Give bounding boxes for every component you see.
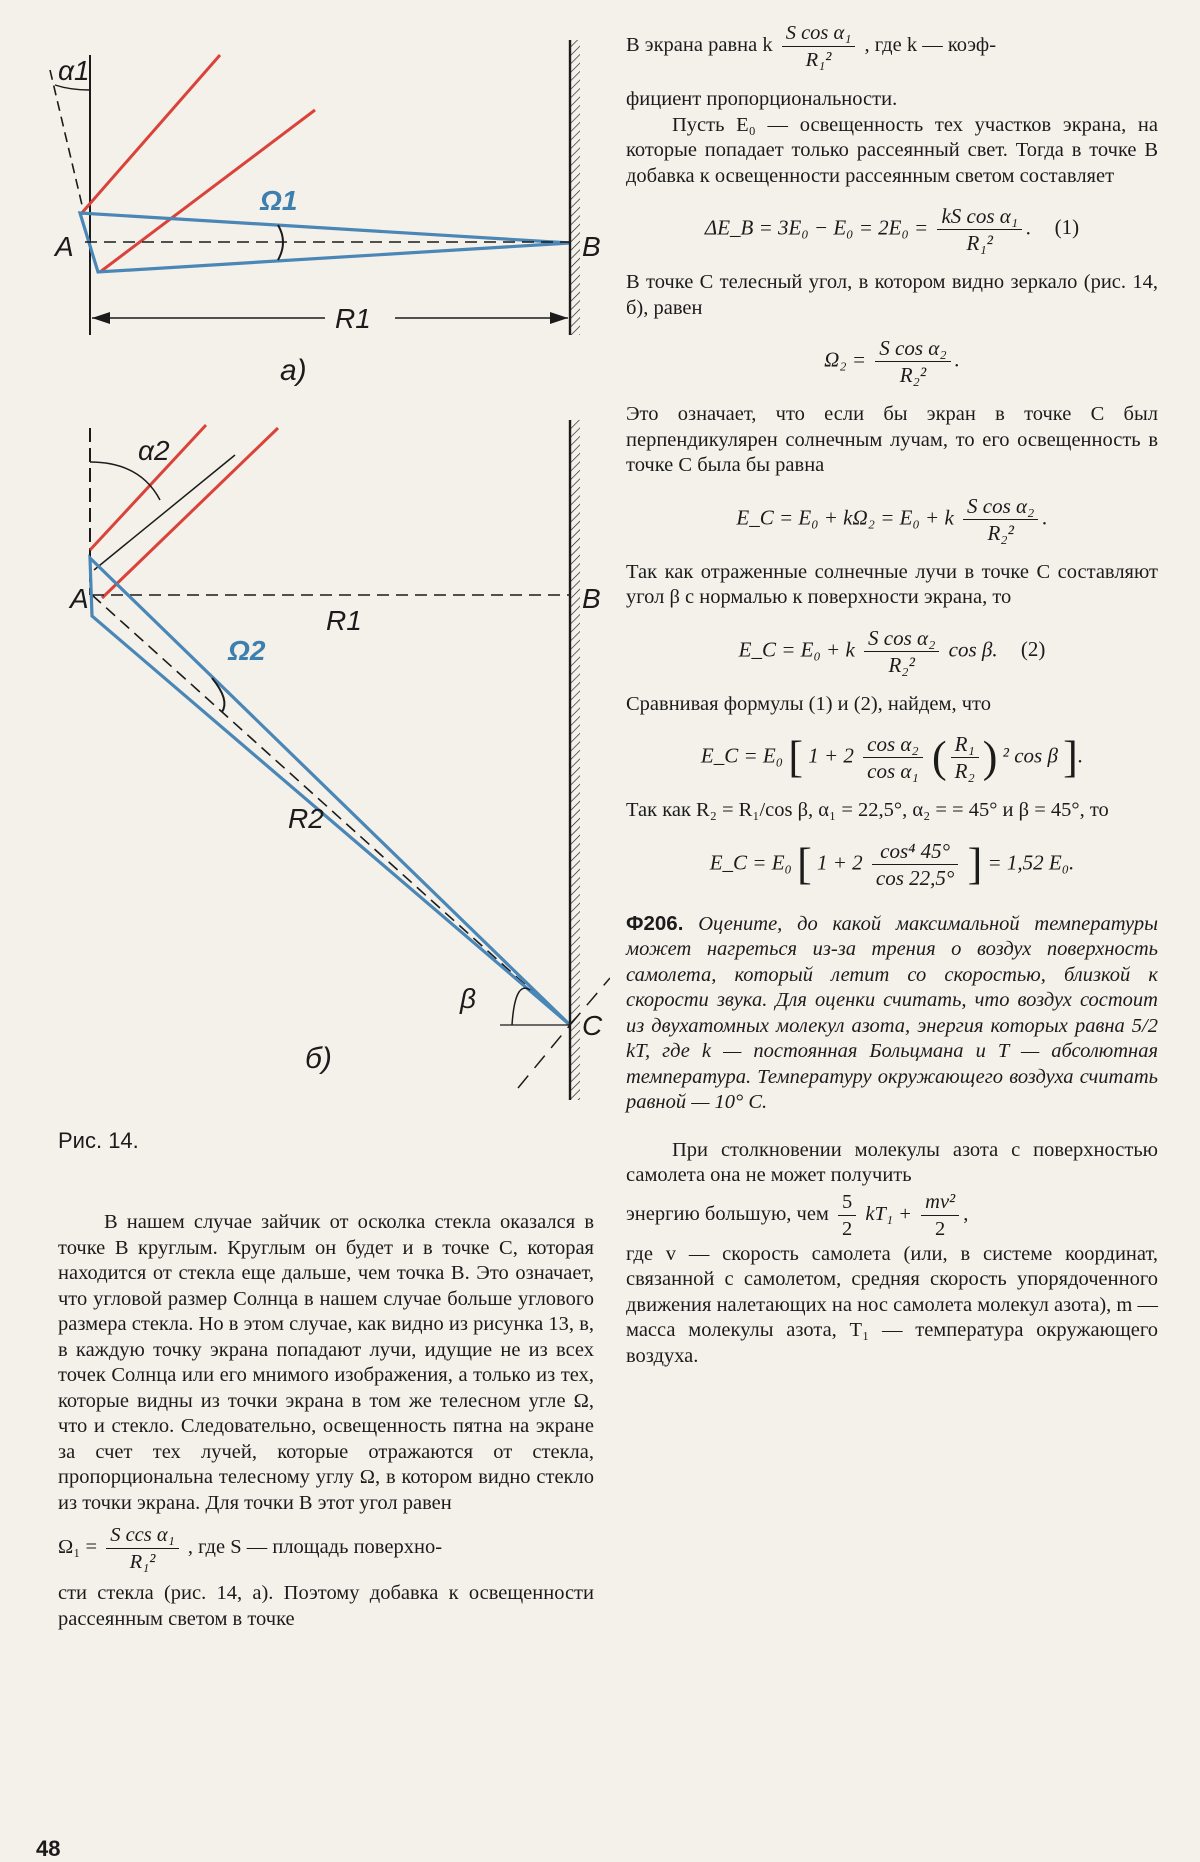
figure-14 xyxy=(30,10,610,1120)
fig-b-screen-hatch xyxy=(570,420,580,1100)
task-F206 xyxy=(626,911,1158,1116)
solution-paragraph-3: где v — скорость самолета (или, в системе координат, связанной с самолетом, средняя скорость упорядоченного движения налетающих на нос самолета молекул азота), m — масса молекулы азота, T₁ — температура окружающего воздуха. xyxy=(626,1242,1158,1367)
eq1-number: (1) xyxy=(1054,215,1080,240)
eq3-fraction xyxy=(863,731,923,784)
omega1-tail: , где S — площадь поверхно- xyxy=(187,1536,443,1559)
solution-line-energy: энергию большую, чем $\frac{5}{2}$ kT₁ + $\frac{\text{mv²}}{2}$ , xyxy=(626,1190,969,1240)
eq-o2-den: R₂² xyxy=(899,363,927,387)
eq-o2-lhs: Ω₂ = xyxy=(824,347,867,372)
fig-a-A-label: A xyxy=(55,231,74,262)
eq3-tail: ² cos β xyxy=(1002,743,1058,768)
equation-1: ΔE_B = 3E₀ − E₀ = 2E₀ = $\frac{\text{kS cos α₁}}{\text{R₁²}}$ . (1) xyxy=(704,204,1080,255)
eq2-tail: cos β. xyxy=(948,636,998,661)
page-number: 48 xyxy=(36,1836,61,1861)
eq-o2-fraction xyxy=(875,335,950,388)
fig-a-screen-hatch xyxy=(570,40,580,335)
fig-b-B-label: B xyxy=(582,583,601,614)
fig-b-beta-arc xyxy=(512,988,530,1025)
equation-4: E_C = E₀ [ 1 + 2 $\frac{\text{cos⁴ 45°}}{\cos 22,5^\circ}$ ] = 1,52 E₀. xyxy=(709,838,1075,890)
figure-14-svg xyxy=(30,10,610,1120)
fig-a-alpha1-label: α1 xyxy=(58,55,90,86)
left-paragraph-2: сти стекла (рис. 14, а). Поэтому добавка к освещенности рассеянным светом в точке xyxy=(58,1582,594,1630)
solution-paragraph-1: При столкновении молекулы азота с поверхностью самолета она не может получить xyxy=(626,1138,1158,1186)
equation-omega2: Ω₂ = $\frac{\text{S cos α₂}}{\text{R₂²}}$ . xyxy=(824,336,960,387)
r1-post: , где k — коэф- xyxy=(864,34,997,57)
fig-b-axis-AC xyxy=(92,595,570,1025)
eq2-den: R₂² xyxy=(888,652,915,677)
fig-b-normal-C xyxy=(518,1025,570,1088)
fig-a-red-ray-1 xyxy=(80,55,220,215)
eq4-a: 1 + 2 xyxy=(817,849,863,874)
right-paragraph-5: Это означает, что если бы экран в точке C был перпендикулярен солнечным лучам, то его освещенность в точке C была бы равна xyxy=(626,403,1158,476)
fig-a-omega1-label: Ω1 xyxy=(260,185,298,216)
s2-f1-den: 2 xyxy=(842,1217,853,1240)
eq1-den: R₁² xyxy=(966,231,993,255)
eq4-lhs: E_C = E₀ xyxy=(709,849,792,874)
equation-2 xyxy=(626,625,1158,678)
fig-b-omega2-label: Ω2 xyxy=(228,635,266,666)
task-number: Ф206. xyxy=(626,911,684,935)
eq-ec-lhs: E_C = E₀ + kΩ₂ = E₀ + k xyxy=(736,504,954,529)
fig-b-alpha-arc xyxy=(90,462,160,500)
r1-den: R₁² xyxy=(805,49,832,71)
omega1-den: R₁² xyxy=(129,1551,156,1573)
eq3-num: cos α₂ xyxy=(863,731,923,758)
s2-mid: kT₁ + xyxy=(865,1202,913,1225)
omega1-lhs: Ω₁ = xyxy=(58,1536,98,1559)
eq2-num: S cos α₂ xyxy=(864,625,939,652)
fig-b-C-label: C xyxy=(582,1010,603,1041)
omega1-formula xyxy=(58,1522,594,1575)
eq4-fraction xyxy=(872,838,958,891)
eq3-ratio-den: R₂ xyxy=(954,759,975,783)
eq3-ratio xyxy=(951,731,979,784)
right-paragraph-6: Так как отраженные солнечные лучи в точке C составляют угол β с нормалью к поверхности экрана, то xyxy=(626,560,1158,608)
eq-ec-num: S cos α₂ xyxy=(963,493,1038,520)
fig-a-B-label: B xyxy=(582,231,601,262)
right-paragraph-7: Сравнивая формулы (1) и (2), найдем, что xyxy=(626,692,991,715)
task-text: Оцените, до какой максимальной температуры может нагреться из-за трения о воздух поверхность самолета, который летит со скоростью, близкой к скорости звука. Для оценки считать, что воздух состоит из двухатомных молекул азота, энергия которых равна 5/2 kT, где k — постоянная Больцмана и T — абсолютная температура. Температуру окружающего воздуха считать равной — 10° C. xyxy=(626,912,1158,1113)
fig-a-R1-label: R1 xyxy=(335,303,371,334)
equation-3: E_C = E₀ [ 1 + 2 $\frac{\text{cos α₂}}{\text{cos α₁}}$ ( $\frac{\text{R₁}}{\text{R₂}}$ ) ² cos β ]. xyxy=(700,732,1084,783)
fig-b-sublabel: б) xyxy=(305,1042,332,1075)
fig-b-alpha2-label: α2 xyxy=(138,435,170,466)
fig-a-sun-direction xyxy=(50,70,82,205)
right-line-1 xyxy=(626,20,1158,73)
figure-caption: Рис. 14. xyxy=(58,1128,139,1153)
s2-fraction-2 xyxy=(921,1189,959,1242)
s2-f2-num: mv² xyxy=(921,1189,959,1216)
r1-num: S cos α₁ xyxy=(782,20,856,47)
eq4-den: cos 22,5° xyxy=(875,865,955,890)
left-column xyxy=(58,1210,594,1632)
fig-a-arrow-left xyxy=(92,312,110,324)
eq3-ratio-num: R₁ xyxy=(951,731,979,758)
eq-ec-fraction xyxy=(963,493,1038,546)
fig-b-A-label: A xyxy=(70,583,89,614)
eq-o2-num: S cos α₂ xyxy=(875,335,950,362)
fig-b-R2-label: R2 xyxy=(288,803,324,834)
eq1-fraction xyxy=(937,203,1022,256)
fig-b-normal xyxy=(94,455,235,570)
eq1-num: kS cos α₁ xyxy=(937,203,1022,230)
equation-EC: E_C = E₀ + kΩ₂ = E₀ + k $\frac{\text{S cos α₂}}{\text{R₂²}}$ . xyxy=(736,493,1048,545)
omega1-num: S ccs α₁ xyxy=(106,1522,179,1549)
fig-b-beta-label: β xyxy=(460,983,476,1014)
eq4-num: cos⁴ 45° xyxy=(872,838,958,865)
s2-pre: энергию большую, чем xyxy=(626,1202,829,1225)
right-column xyxy=(626,20,1158,1369)
eq3-a: 1 + 2 xyxy=(808,743,854,768)
s2-fraction-1 xyxy=(838,1189,856,1242)
fig-a-sublabel: а) xyxy=(280,354,307,387)
fig-a-arrow-right xyxy=(550,312,568,324)
r1-pre: B экрана равна k xyxy=(626,34,773,57)
left-paragraph-1: В нашем случае зайчик от осколка стекла оказался в точке B круглым. Круглым он будет и в точке C, которая находится от стекла еще дальше, чем точка B. Это означает, что угловой размер Солнца в нашем случае больше углового размера стекла. Но в этом случае, как видно из рисунка 13, в, в каждую точку экрана попадают лучи, идущие не из всех точек Солнца или его мнимого изображения, а только из тех, которые видны из точки экрана в том же телесном угле Ω, что и стекло. Следовательно, освещенность пятна на экране за счет тех лучей, которые отражаются от стекла, пропорциональна телесному углу Ω, в котором видно стекло из точки экрана. Для точки B этот угол равен xyxy=(58,1211,594,1514)
fig-b-R1-label: R1 xyxy=(326,605,362,636)
s2-f2-den: 2 xyxy=(935,1217,946,1240)
eq-ec-den: R₂² xyxy=(987,520,1014,545)
eq4-tail: = 1,52 E₀. xyxy=(987,849,1075,874)
right-paragraph-4: В точке C телесный угол, в котором видно зеркало (рис. 14, б), равен xyxy=(626,271,1158,319)
eq2-number: (2) xyxy=(1020,636,1046,661)
right-paragraph-2: фициент пропорциональности. xyxy=(626,88,898,110)
r1-fraction xyxy=(782,20,856,73)
eq3-lhs: E_C = E₀ xyxy=(700,743,784,768)
eq3-den: cos α₁ xyxy=(867,759,919,783)
s2-f1-num: 5 xyxy=(838,1189,856,1216)
right-paragraph-8: Так как R₂ = R₁/cos β, α₁ = 22,5°, α₂ = = 45° и β = 45°, то xyxy=(626,799,1109,821)
eq2-fraction xyxy=(864,625,939,678)
fig-b-red-ray-2 xyxy=(102,428,278,598)
omega1-fraction xyxy=(106,1522,179,1575)
eq1-lhs: ΔE_B = 3E₀ − E₀ = 2E₀ = xyxy=(704,215,929,240)
eq2-lhs: E_C = E₀ + k xyxy=(738,636,855,661)
right-paragraph-3: Пусть E₀ — освещенность тех участков экрана, на которые попадает только рассеянный свет. Тогда в точке B добавка к освещенности рассеянным светом составляет xyxy=(626,113,1158,187)
